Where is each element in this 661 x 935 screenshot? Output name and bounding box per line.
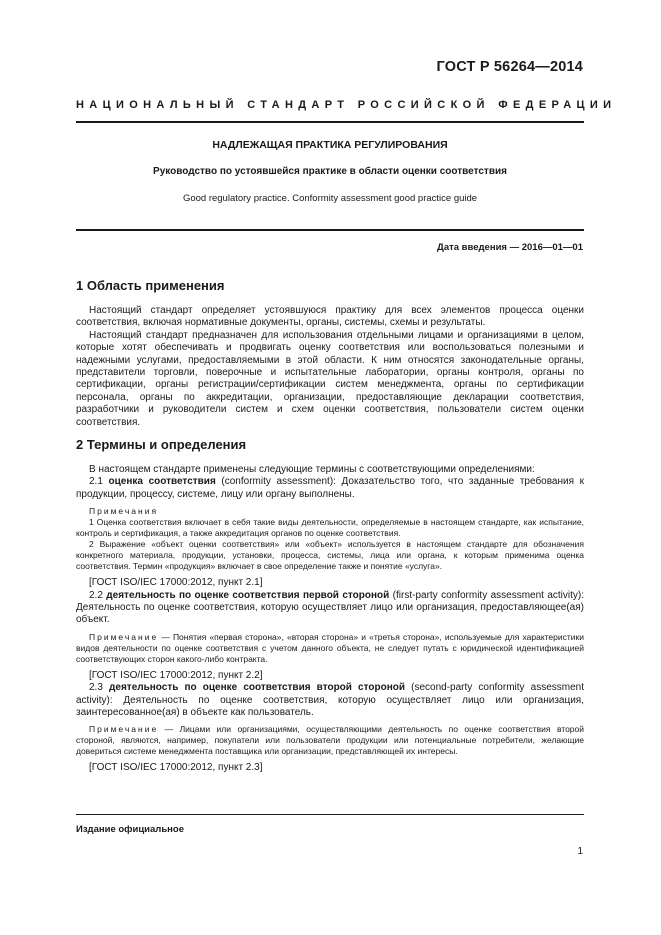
edition-label: Издание официальное bbox=[76, 824, 184, 835]
section-1-heading: 1 Область применения bbox=[76, 278, 225, 293]
note-2-3-label: Примечание bbox=[89, 724, 159, 735]
section-2-body bbox=[76, 464, 584, 775]
note-2-3 bbox=[76, 724, 584, 757]
term-2-3-name: деятельность по оценке соответствия второй стороной bbox=[109, 682, 406, 694]
reference-2-1: [ГОСТ ISO/IEC 17000:2012, пункт 2.1] bbox=[89, 577, 263, 589]
term-2-2-definition: (first-party conformity assessment activity): Деятельность по оценке соответствия, которую осуществляет лицо или организация, предоставляющее(ая) объект. bbox=[76, 589, 584, 626]
reference-2-3: [ГОСТ ISO/IEC 17000:2012, пункт 2.3] bbox=[89, 762, 263, 774]
term-2-1-number: 2.1 bbox=[89, 476, 103, 488]
document-subtitle: Руководство по устоявшейся практике в области оценки соответствия bbox=[153, 166, 507, 177]
section-2-intro: В настоящем стандарте применены следующие термины с соответствующими определениями: bbox=[89, 464, 535, 475]
document-title: НАДЛЕЖАЩАЯ ПРАКТИКА РЕГУЛИРОВАНИЯ bbox=[212, 139, 448, 151]
standard-number: ГОСТ Р 56264—2014 bbox=[436, 59, 583, 75]
term-2-1 bbox=[76, 476, 584, 501]
term-2-3-definition: (second-party conformity assessment activity): Деятельность по оценке соответствия, которую осуществляет лицо или организация, заинтересованное(ая) в объекте как пользователь. bbox=[76, 682, 585, 719]
title-rule bbox=[76, 229, 584, 231]
note-2-2-label: Примечание bbox=[89, 631, 159, 642]
note-2-3-text: — Лицами или организациями, осуществляющими деятельность по оценке соответствия второй стороной, являются, например, покупатели или пользователи продукции или потенциальные потребители, желающие довериться системе менеджмента поставщика или организации, представляющей их интересы. bbox=[76, 724, 584, 757]
section-1-body bbox=[76, 305, 584, 429]
term-2-2 bbox=[76, 590, 584, 627]
national-standard-banner: НАЦИОНАЛЬНЫЙ СТАНДАРТ РОССИЙСКОЙ ФЕДЕРАЦИИ bbox=[76, 99, 617, 111]
note-2-2-text: — Понятия «первая сторона», «вторая сторона» и «третья сторона», используемые для характеристики видов деятельности по оценке соответствия с учетом данного объекта, не следует путать с юридической идентификацией соответствующих сторон какого-либо контракта. bbox=[76, 631, 584, 664]
introduction-date: Дата введения — 2016—01—01 bbox=[437, 242, 583, 253]
term-2-1-definition: (conformity assessment): Доказательство того, что заданные требования к продукции, процессу, системе, лицу или органу выполнены. bbox=[76, 476, 585, 500]
term-2-2-name: деятельность по оценке соответствия первой стороной bbox=[106, 589, 390, 601]
section-1-paragraph-2: Настоящий стандарт предназначен для использования отдельными лицами и организациями в целом, которые хотят обеспечивать и продвигать оценку соответствия или воспользоваться полезными и надежными услугами, предоставляемыми в этой области. К ним относятся законодательные органы, представители торговли, поверочные и испытательные лаборатории, органы контроля, органы по сертификации, органы регистрации/сертификации систем менеджмента, органы по сертификации персонала, органы по аккредитации, организации, предоставляющие декларации соответствия, разработчики и руководители систем и схем оценки соответствия, пользователи систем оценки соответствия. bbox=[76, 329, 584, 428]
section-2-heading: 2 Термины и определения bbox=[76, 437, 247, 452]
term-2-3 bbox=[76, 682, 584, 719]
term-2-1-name: оценка соответствия bbox=[108, 476, 216, 488]
page-number: 1 bbox=[577, 846, 583, 857]
reference-2-2: [ГОСТ ISO/IEC 17000:2012, пункт 2.2] bbox=[89, 669, 263, 681]
top-rule bbox=[76, 121, 584, 123]
term-2-2-number: 2.2 bbox=[89, 589, 103, 601]
note-2-2 bbox=[76, 632, 584, 665]
notes-label: Примечания bbox=[89, 506, 159, 517]
section-1-paragraph-1: Настоящий стандарт определяет устоявшуюся практику для всех элементов процесса оценки соответствия, включая нормативные документы, органы, системы, схемы и результаты. bbox=[76, 305, 584, 329]
note-2-1-1: 1 Оценка соответствия включает в себя такие виды деятельности, определяемые в настоящем стандарте, как испытание, контроль и сертификация, а также аккредитация органов по оценке соответствия. bbox=[76, 517, 584, 539]
english-title: Good regulatory practice. Conformity assessment good practice guide bbox=[182, 193, 478, 204]
note-2-1-2: 2 Выражение «объект оценки соответствия» или «объект» используется в настоящем стандарте для обозначения конкретного материала, продукции, установки, процесса, системы, лица или органа, к которым применима оценка соответствия. Термин «продукция» включает в свое определение также и понятие «услуга». bbox=[76, 539, 584, 572]
term-2-3-number: 2.3 bbox=[89, 682, 103, 694]
footer-rule bbox=[76, 814, 584, 815]
